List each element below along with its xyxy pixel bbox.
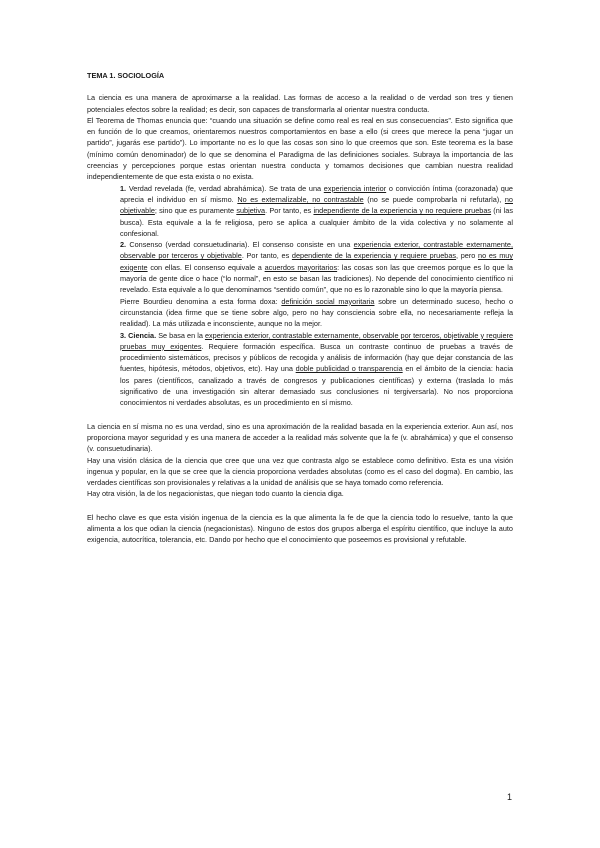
underline-phrase: experiencia interior [323,183,387,193]
access-forms-list [120,183,513,409]
body-paragraph-1: La ciencia en sí misma no es una verdad, sino es una aproximación de la realidad basada en la experiencia exterior. Aun así, nos proporciona mayor seguridad y es una manera de acceder a la realidad más solvente que la fe (v. abrahámica) y que el consenso (v. consuetudinaria). [87,421,513,454]
body-paragraph-3: Hay otra visión, la de los negacionistas, que niegan todo cuanto la ciencia diga. [87,489,344,499]
intro-paragraph-2: El Teorema de Thomas enuncia que: “cuando una situación se define como real es real en sus consecuencias”. Esto significa que en función de lo que creamos, orientaremos nuestros comportamientos en base a ello (si crees que merece la pena “jugar un partido”, jugarás ese partido”). Lo importante no es lo que las cosas son sino lo que creemos que son. Este teorema es la base (mínimo común denominador) de lo que se denomina el Paradigma de las definiciones sociales. Subraya la importancia de las creencias y percepciones porque estas orientan nuestra conducta y tomamos decisiones que cambian nuestra realidad independientemente de que esta exista o no exista. [87,115,513,182]
intro-paragraph-1: La ciencia es una manera de aproximarse a la realidad. Las formas de acceso a la realidad o de verdad son tres y tienen potenciales efectos sobre la realidad; es decir, son capaces de transformarla al orientar nuestra conducta. [87,93,513,114]
document-title: TEMA 1. SOCIOLOGÍA [87,71,165,80]
underline-phrase: independiente de la experiencia y no requiere pruebas [313,206,492,216]
underline-phrase: dependiente de la experiencia y requiere pruebas [291,251,457,261]
body-paragraph-2: Hay una visión clásica de la ciencia que cree que una vez que contrasta algo se establece como definitivo. Esta es una visión ingenua y popular, en la que se cree que la ciencia proporciona verdades absolutas (como es el caso del dogma). En cambio, las verdades científicas son provisionales y relativas a la unidad de análisis que se haya tomado como referencia. [87,455,513,488]
underline-phrase: No es externalizable, no contrastable [237,194,364,204]
paragraph-gap [87,500,513,512]
list-item-revealed-truth: 1. Verdad revelada (fe, verdad abrahámica). Se trata de una experiencia interior o convicción íntima (corazonada) que aprecia el individuo en sí mismo. No es externalizable, no contrastable (no se puede comprobarla ni refutarla), no objetivable; sino que es puramente subjetiva. Por tanto, es independiente de la experiencia y no requiere pruebas (ni las busca). Esta equivale a la fe religiosa, pero se aplica a cualquier ámbito de la vida colectiva y no solamente al confesional. [120,183,513,238]
underline-phrase: no objetivable [120,194,513,216]
list-item-consensus: 2. Consenso (verdad consuetudinaria). El consenso consiste en una experiencia exterior, contrastable externamente, observable por terceros y objetivable. Por tanto, es dependiente de la experiencia y requiere pruebas, pero no es muy exigente con ellas. El consenso equivale a acuerdos mayoritarios: las cosas son las que creemos porque es lo que la mayoría de gente dice o hace (“lo normal”, en esto se basan las tradiciones). No depende del conocimiento científico ni revelado. Esta equivale a lo que denominamos “sentido común”, que no es lo razonable sino lo que la mayoría piensa. [120,240,513,295]
bourdieu-paragraph: Pierre Bourdieu denomina a esta forma doxa: definición social mayoritaria sobre un determinado suceso, hecho o circunstancia (idea firme que se tiene sobre algo, pero no hay consciencia sobre ella, no necesariamente refleja la realidad). La más utilizada e inconsciente, aunque no la mejor. [120,296,513,329]
underline-phrase: doble publicidad o transparencia [295,364,403,374]
underline-phrase: experiencia exterior, contrastable externamente, observable por terceros, objetivable y requiere pruebas muy exigentes [120,330,513,351]
underline-phrase: definición social mayoritaria [281,296,375,306]
page-number: 1 [507,792,513,802]
underline-phrase: acuerdos mayoritarios [264,262,338,272]
underline-phrase: experiencia exterior, contrastable externamente, observable por terceros y objetivable [120,240,513,261]
underline-phrase: subjetiva [236,206,266,216]
list-item-science: 3. Ciencia. Se basa en la experiencia exterior, contrastable externamente, observable por terceros, objetivable y requiere pruebas muy exigentes. Requiere formación específica. Busca un contraste continuo de pruebas a través de procedimiento sistemáticos, precisos y públicos de recogida y análisis de información (hay que dejar constancia de las fuentes, hipótesis, métodos, objetivos, etc). Hay una doble publicidad o transparencia en el ámbito de la ciencia: hacia los pares (científicos, canalizado a través de congresos y publicaciones científicas) y externa (traslada lo más significativo de una investigación sin alterar demasiado sus conclusiones ni tergiversarla). No nos proporciona conocimientos ni verdades absolutas, es un procedimiento en sí mismo. [120,330,514,408]
paragraph-gap [87,409,513,421]
underline-phrase: no es muy exigente [120,251,513,272]
document-body [87,70,513,546]
conclusion-paragraph: El hecho clave es que esta visión ingenua de la ciencia es la que alimenta la fe de que la ciencia todo lo resuelve, tanto la que alimenta a los que odian la ciencia (negacionistas). Ninguno de estos dos grupos alberga el espíritu científico, que incluye la auto exigencia, autocrítica, tolerancia, etc. Dando por hecho que el conocimiento que poseemos es provisional y refutable. [87,512,513,545]
